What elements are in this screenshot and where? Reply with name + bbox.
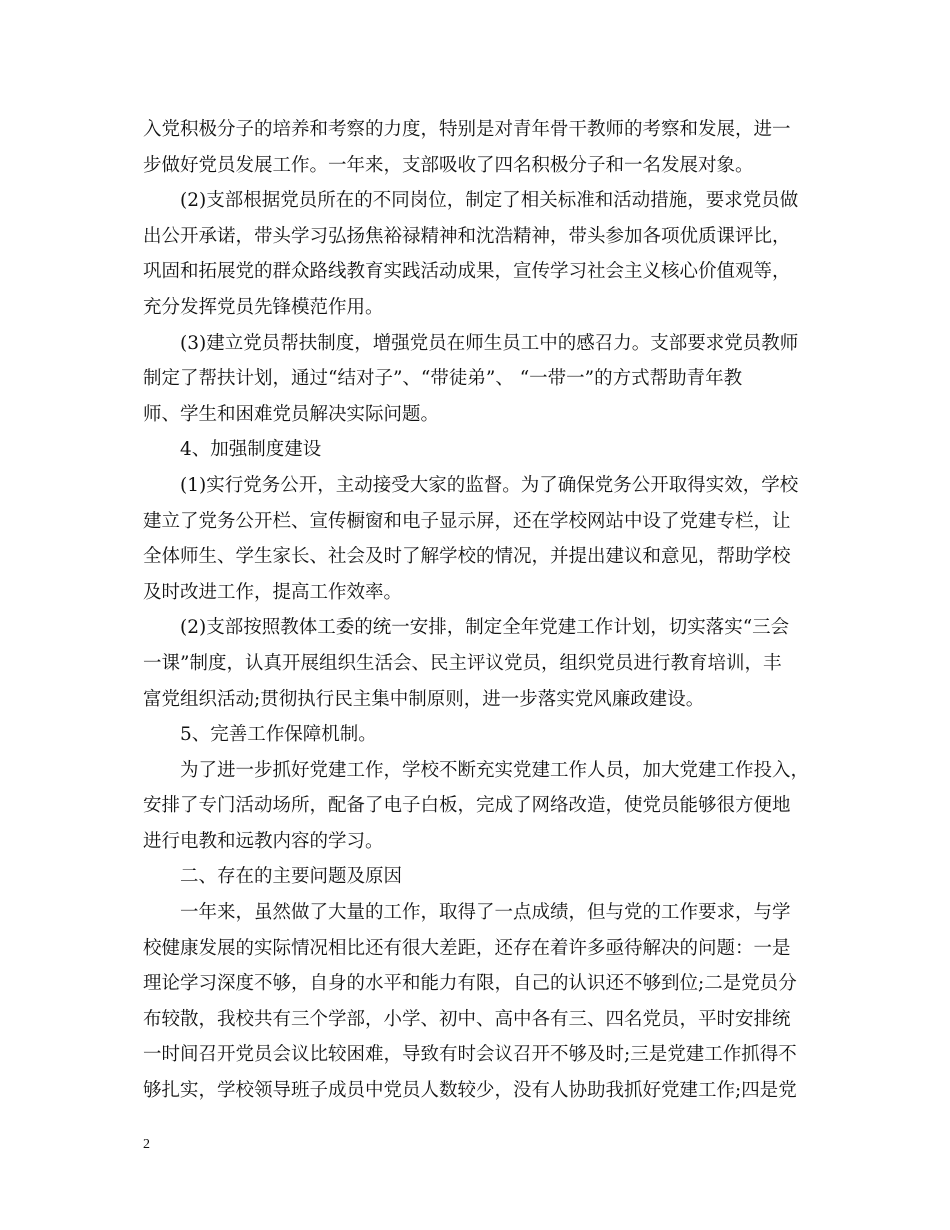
text-line: 一时间召开党员会议比较困难，导致有时会议召开不够及时;三是党建工作抓得不 [143,1044,797,1066]
document-body [143,112,823,1109]
text-line: 出公开承诺，带头学习弘扬焦裕禄精神和沈浩精神，带头参加各项优质课评比， [143,225,791,247]
text-line: 巩固和拓展党的群众路线教育实践活动成果，宣传学习社会主义核心价值观等， [143,261,791,283]
text-line: 富党组织活动;贯彻执行民主集中制原则，进一步落实党风廉政建设。 [143,688,705,710]
text-line: 及时改进工作，提高工作效率。 [143,581,403,603]
text-line: 够扎实，学校领导班子成员中党员人数较少，没有人协助我抓好党建工作;四是党 [143,1080,797,1102]
text-line: 二、存在的主要问题及原因 [180,866,403,888]
text-line: 师、学生和困难党员解决实际问题。 [143,403,440,425]
text-line: 入党积极分子的培养和考察的力度，特别是对青年骨干教师的考察和发展，进一 [143,119,791,140]
text-line: (1)实行党务公开，主动接受大家的监督。为了确保党务公开取得实效，学校 [180,474,799,496]
text-line: 进行电教和远教内容的学习。 [143,830,384,852]
text-line: 建立了党务公开栏、宣传橱窗和电子显示屏，还在学校网站中设了党建专栏，让 [143,510,791,532]
page-number: 2 [143,1137,150,1152]
text-line: 4、加强制度建设 [180,439,322,461]
text-line: 充分发挥党员先锋模范作用。 [143,296,384,318]
text-line: 一课”制度，认真开展组织生活会、民主评议党员，组织党员进行教育培训，丰 [143,652,782,674]
text-line: 全体师生、学生家长、社会及时了解学校的情况，并提出建议和意见，帮助学校 [143,546,791,568]
text-line: 制定了帮扶计划，通过“结对子”、“带徒弟”、 “一带一”的方式帮助青年教 [143,368,743,390]
text-line: 步做好党员发展工作。一年来，支部吸收了四名积极分子和一名发展对象。 [143,154,754,176]
text-line: 安排了专门活动场所，配备了电子白板，完成了网络改造，使党员能够很方便地 [143,795,791,817]
text-line: (3)建立党员帮扶制度，增强党员在师生员工中的感召力。支部要求党员教师 [180,332,799,354]
text-line: 一年来，虽然做了大量的工作，取得了一点成绩，但与党的工作要求，与学 [180,902,791,924]
text-line: 为了进一步抓好党建工作，学校不断充实党建工作人员，加大党建工作投入， [180,759,810,781]
text-line: 5、完善工作保障机制。 [180,724,377,746]
text-line: (2)支部按照教体工委的统一安排，制定全年党建工作计划，切实落实“三会 [180,617,790,639]
text-line: (2)支部根据党员所在的不同岗位，制定了相关标准和活动措施，要求党员做 [180,190,799,212]
text-line: 校健康发展的实际情况相比还有很大差距，还存在着许多亟待解决的问题：一是 [143,937,791,959]
text-line: 理论学习深度不够，自身的水平和能力有限，自己的认识还不够到位;二是党员分 [143,973,797,995]
text-line: 布较散，我校共有三个学部，小学、初中、高中各有三、四名党员，平时安排统 [143,1008,791,1030]
